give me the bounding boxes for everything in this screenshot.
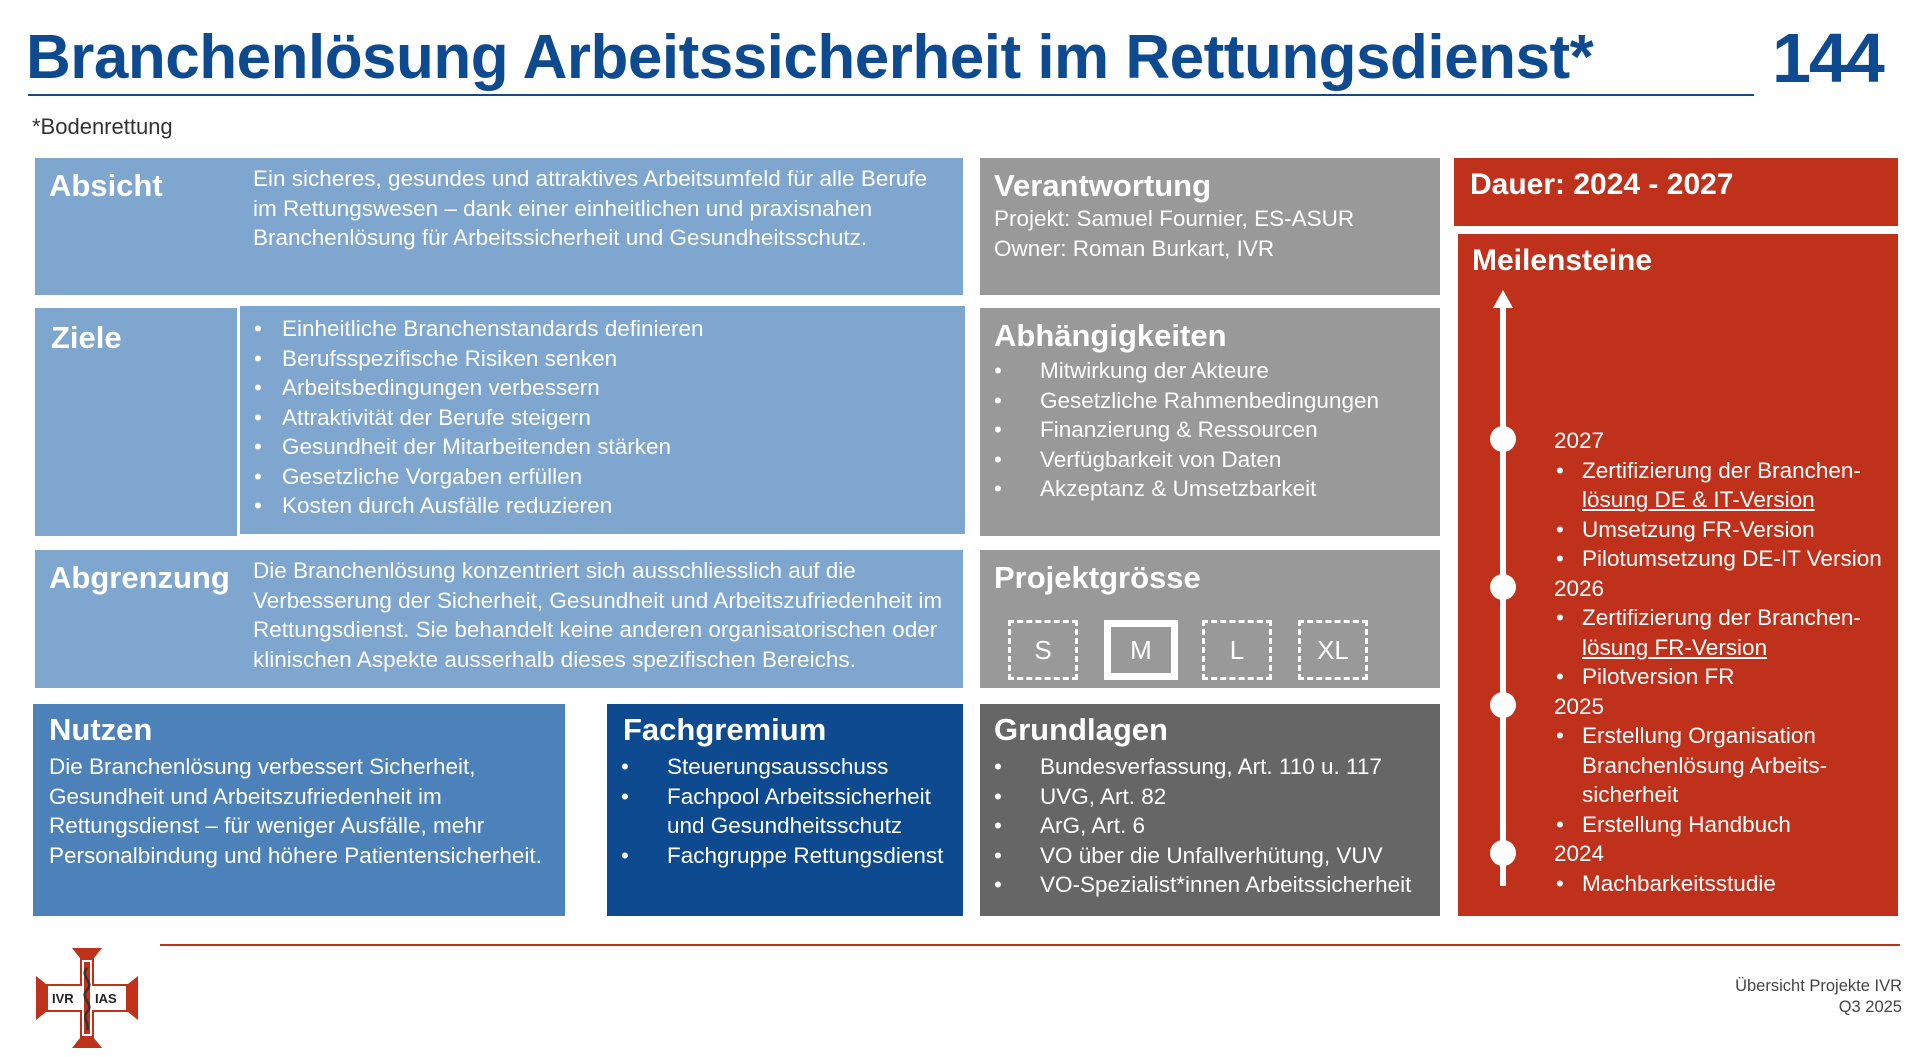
list-item: • Gesetzliche Vorgaben erfüllen [254, 463, 583, 489]
list-item: • Mitwirkung der Akteure [994, 358, 1269, 383]
grundlagen-box [980, 704, 1440, 916]
milestone-item: • Pilotversion FR [1556, 664, 1735, 689]
milestone-item-cont: lösung FR-Version [1582, 634, 1768, 660]
absicht-box [35, 158, 963, 295]
list-item: • ArG, Art. 6 [994, 813, 1146, 838]
list-item: • Gesundheit der Mitarbeitenden stärken [254, 434, 671, 459]
dauer-box [1454, 158, 1898, 226]
timeline-dot-2027 [1490, 426, 1516, 452]
subtitle-footnote: *Bodenrettung [32, 114, 173, 139]
list-item: • Bundesverfassung, Art. 110 u. 117 [994, 754, 1382, 779]
projektgroesse-box [980, 550, 1440, 688]
milestone-year: 2027 [1554, 428, 1605, 453]
list-item: • Berufsspezifische Risiken senken [254, 345, 618, 371]
list-item: • Verfügbarkeit von Daten [994, 446, 1282, 472]
list-item: • VO über die Unfallverhütung, VUV [994, 842, 1383, 868]
abhaengigkeiten-list [994, 356, 1379, 504]
abgrenzung-heading: Abgrenzung [49, 560, 230, 595]
logo-cross-icon [32, 944, 142, 1052]
nutzen-heading: Nutzen [49, 712, 153, 747]
milestone-year: 2026 [1554, 575, 1605, 601]
list-item: • Fachpool Arbeitssicherheit [621, 783, 931, 809]
list-item: • Steuerungsausschuss [621, 754, 889, 779]
timeline-dot-2026 [1490, 574, 1516, 600]
logo-text-left: IVR [52, 991, 74, 1006]
timeline-dot-2024 [1490, 840, 1516, 866]
size-option-l: L [1202, 620, 1272, 680]
ziele-label-box [35, 308, 237, 536]
list-item: • Einheitliche Branchenstandards definieren [254, 316, 704, 341]
milestone-year: 2025 [1554, 693, 1605, 719]
milestone-item-cont: Branchenlösung Arbeits- [1582, 752, 1828, 778]
title-divider [28, 94, 1754, 96]
size-option-m-selected: M [1104, 620, 1178, 680]
milestone-item-cont: lösung DE & IT-Version [1582, 487, 1815, 512]
abgrenzung-box [35, 550, 963, 688]
list-item: • VO-Spezialist*innen Arbeitssicherheit [994, 872, 1412, 897]
footer-period: Q3 2025 [1838, 998, 1902, 1016]
list-item-continuation: und Gesundheitsschutz [667, 813, 903, 838]
nutzen-box [33, 704, 565, 916]
ivr-ias-logo [32, 944, 142, 1052]
milestone-item: • Zertifizierung der Branchen- [1556, 457, 1861, 483]
list-item: • Attraktivität der Berufe steigern [254, 404, 591, 430]
ziele-list [254, 314, 704, 521]
milestone-item: • Erstellung Handbuch [1556, 811, 1791, 837]
milestone-item-cont: sicherheit [1582, 782, 1679, 807]
grundlagen-heading: Grundlagen [994, 712, 1168, 747]
logo-text-right: IAS [95, 991, 117, 1006]
project-lead: Projekt: Samuel Fournier, ES-ASUR [994, 206, 1355, 231]
list-item: • Fachgruppe Rettungsdienst [621, 842, 944, 868]
dauer-heading: Dauer: 2024 - 2027 [1470, 168, 1734, 201]
abgrenzung-text: Die Branchenlösung konzentriert sich ausschliesslich auf die Verbesserung der Sicherheit, Gesundheit und Arbeitszufriedenheit im Rettungsdienst. Sie behandelt keine anderen organisatorischen oder klinischen Aspekte ausserhalb dieses spezifischen Bereichs. [253, 558, 943, 672]
verantwortung-box [980, 158, 1440, 295]
ziele-list-box [240, 306, 965, 534]
milestone-item: • Umsetzung FR-Version [1556, 516, 1815, 542]
abhaengigkeiten-box [980, 308, 1440, 536]
list-item: • Kosten durch Ausfälle reduzieren [254, 493, 613, 518]
fachgremium-heading: Fachgremium [623, 712, 827, 747]
list-item: • Gesetzliche Rahmenbedingungen [994, 387, 1379, 413]
milestone-item: • Erstellung Organisation [1556, 723, 1816, 748]
fachgremium-box [607, 704, 963, 916]
milestone-item: • Pilotumsetzung DE-IT Version [1556, 546, 1882, 571]
timeline-dot-2025 [1490, 692, 1516, 718]
list-item: • Finanzierung & Ressourcen [994, 417, 1318, 442]
milestone-year: 2024 [1554, 841, 1605, 866]
list-item: • UVG, Art. 82 [994, 783, 1167, 809]
projektgroesse-heading: Projektgrösse [994, 560, 1201, 595]
page-number: 144 [1772, 19, 1883, 97]
project-owner: Owner: Roman Burkart, IVR [994, 235, 1275, 261]
abhaengigkeiten-heading: Abhängigkeiten [994, 318, 1227, 353]
size-option-s: S [1008, 620, 1078, 680]
footer-title: Übersicht Projekte IVR [1735, 977, 1902, 995]
list-item: • Akzeptanz & Umsetzbarkeit [994, 476, 1317, 501]
verantwortung-heading: Verantwortung [994, 168, 1212, 203]
milestone-item: • Zertifizierung der Branchen- [1556, 605, 1861, 630]
absicht-text: Ein sicheres, gesundes und attraktives Arbeitsumfeld für alle Berufe im Rettungswesen – dank einer einheitlichen und praxisnahen Branchenlösung für Arbeitssicherheit und Gesundheitsschutz. [253, 166, 928, 250]
footer-divider [160, 944, 1900, 946]
meilensteine-heading: Meilensteine [1472, 244, 1653, 277]
list-item: • Arbeitsbedingungen verbessern [254, 375, 600, 400]
fachgremium-list [621, 752, 943, 870]
grundlagen-list [994, 752, 1411, 900]
nutzen-text: Die Branchenlösung verbessert Sicherheit, Gesundheit und Arbeitszufriedenheit im Rettungsdienst – für weniger Ausfälle, mehr Personalbindung und höhere Patientensicherheit. [49, 754, 542, 868]
absicht-heading: Absicht [49, 168, 163, 203]
size-option-xl: XL [1298, 620, 1368, 680]
meilensteine-box [1458, 234, 1898, 916]
milestone-item: • Machbarkeitsstudie [1556, 870, 1776, 896]
page-title: Branchenlösung Arbeitssicherheit im Rettungsdienst* [26, 23, 1594, 92]
ziele-heading: Ziele [51, 320, 122, 355]
milestone-list [1554, 426, 1894, 898]
